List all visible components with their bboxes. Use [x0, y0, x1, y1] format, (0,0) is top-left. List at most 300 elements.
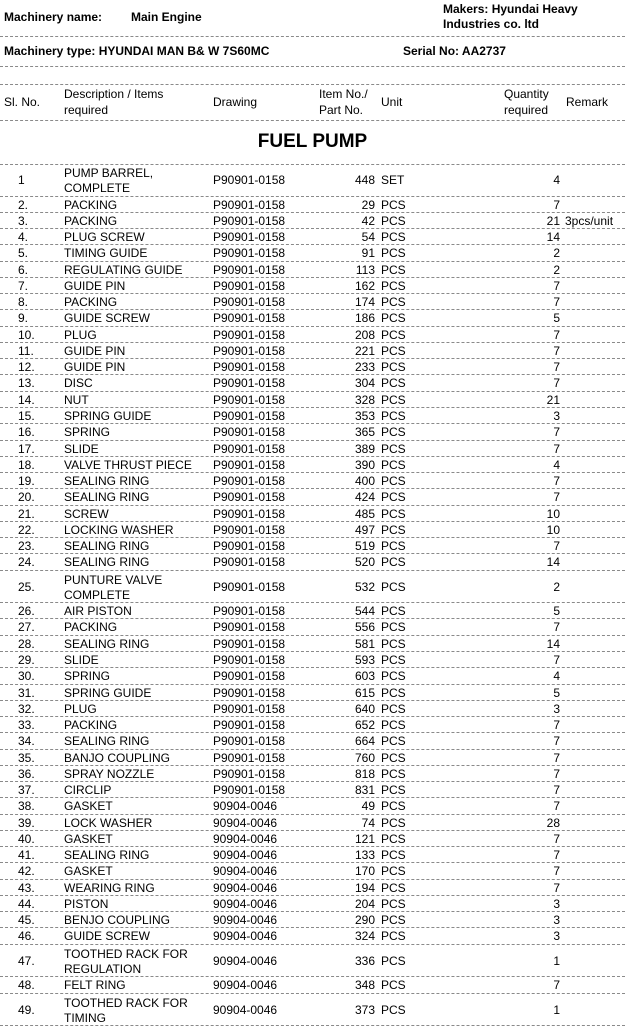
row-unit: PCS	[381, 327, 406, 342]
machinery-name-value: Main Engine	[131, 10, 202, 24]
machinery-type: Machinery type: HYUNDAI MAN B& W 7S60MC	[4, 44, 270, 58]
row-quantity: 3	[553, 896, 560, 911]
table-row	[0, 538, 625, 554]
row-sl-no: 15.	[18, 408, 35, 423]
row-quantity: 4	[553, 173, 560, 188]
row-description: FELT RING	[64, 978, 126, 993]
row-description: GUIDE PIN	[64, 343, 126, 358]
table-row	[0, 668, 625, 684]
row-item-no: 652	[354, 718, 375, 733]
row-sl-no: 33.	[18, 718, 35, 733]
makers-line1: Makers: Hyundai Heavy	[443, 2, 578, 16]
row-unit: PCS	[381, 425, 406, 440]
row-sl-no: 12.	[18, 360, 35, 375]
row-sl-no: 39.	[18, 815, 35, 830]
row-unit: PCS	[381, 311, 406, 326]
row-sl-no: 4.	[18, 230, 29, 245]
row-quantity: 7	[553, 864, 560, 879]
row-sl-no: 41.	[18, 848, 35, 863]
row-item-no: 556	[354, 620, 375, 635]
col-remark: Remark	[566, 95, 609, 109]
row-drawing: P90901-0158	[213, 278, 286, 293]
row-quantity: 7	[553, 425, 560, 440]
row-sl-no: 23.	[18, 539, 35, 554]
row-description: TIMING GUIDE	[64, 246, 148, 261]
row-sl-no: 48.	[18, 978, 35, 993]
row-description: SPRING GUIDE	[64, 685, 152, 700]
table-row	[0, 375, 625, 391]
row-sl-no: 31.	[18, 685, 35, 700]
row-unit: PCS	[381, 555, 406, 570]
row-drawing: P90901-0158	[213, 441, 286, 456]
row-unit: PCS	[381, 490, 406, 505]
row-unit: PCS	[381, 376, 406, 391]
row-drawing: P90901-0158	[213, 197, 286, 212]
row-drawing: P90901-0158	[213, 522, 286, 537]
table-row	[0, 343, 625, 359]
row-description: GUIDE PIN	[64, 278, 126, 293]
row-item-no: 373	[354, 1002, 375, 1017]
parts-table	[0, 164, 625, 1026]
table-row	[0, 229, 625, 245]
table-row	[0, 197, 625, 213]
table-row	[0, 880, 625, 896]
row-item-no: 304	[354, 376, 375, 391]
row-sl-no: 21.	[18, 506, 35, 521]
row-unit: PCS	[381, 896, 406, 911]
row-description: SPRING	[64, 669, 111, 684]
row-quantity: 7	[553, 848, 560, 863]
table-row	[0, 815, 625, 831]
row-drawing: 90904-0046	[213, 815, 278, 830]
row-drawing: P90901-0158	[213, 669, 286, 684]
row-description: REGULATING GUIDE	[64, 262, 183, 277]
row-description: SEALING RING	[64, 636, 150, 651]
table-row	[0, 522, 625, 538]
row-item-no: 485	[354, 506, 375, 521]
table-row	[0, 945, 625, 978]
row-sl-no: 44.	[18, 896, 35, 911]
row-quantity: 7	[553, 734, 560, 749]
row-item-no: 818	[354, 766, 375, 781]
table-row	[0, 441, 625, 457]
table-row	[0, 798, 625, 814]
row-item-no: 91	[361, 246, 375, 261]
row-quantity: 7	[553, 652, 560, 667]
table-row	[0, 652, 625, 668]
table-row	[0, 489, 625, 505]
row-unit: PCS	[381, 831, 406, 846]
row-quantity: 7	[553, 978, 560, 993]
row-drawing: P90901-0158	[213, 783, 286, 798]
row-drawing: P90901-0158	[213, 734, 286, 749]
row-unit: SET	[381, 173, 405, 188]
table-row	[0, 733, 625, 749]
row-description: PLUG	[64, 327, 97, 342]
row-drawing: P90901-0158	[213, 408, 286, 423]
row-quantity: 14	[546, 636, 560, 651]
row-unit: PCS	[381, 539, 406, 554]
row-description: PACKING	[64, 718, 118, 733]
table-row	[0, 278, 625, 294]
row-sl-no: 40.	[18, 831, 35, 846]
row-description: PUNTURE VALVE COMPLETE	[64, 572, 163, 602]
row-drawing: P90901-0158	[213, 701, 286, 716]
row-unit: PCS	[381, 392, 406, 407]
row-description: SEALING RING	[64, 734, 150, 749]
row-quantity: 5	[553, 604, 560, 619]
row-quantity: 3	[553, 408, 560, 423]
row-sl-no: 26.	[18, 604, 35, 619]
row-description: NUT	[64, 392, 89, 407]
col-item-line1: Item No./	[319, 87, 368, 101]
row-sl-no: 1	[18, 173, 25, 188]
row-drawing: 90904-0046	[213, 978, 278, 993]
row-quantity: 7	[553, 766, 560, 781]
row-drawing: P90901-0158	[213, 604, 286, 619]
row-quantity: 21	[546, 213, 560, 228]
serial-number: Serial No: AA2737	[403, 44, 506, 58]
section-title-row	[0, 120, 625, 165]
table-row	[0, 685, 625, 701]
row-sl-no: 13.	[18, 376, 35, 391]
row-item-no: 424	[354, 490, 375, 505]
row-description: SCREW	[64, 506, 109, 521]
row-drawing: P90901-0158	[213, 555, 286, 570]
row-description: GUIDE SCREW	[64, 311, 151, 326]
row-quantity: 7	[553, 880, 560, 895]
row-quantity: 7	[553, 799, 560, 814]
row-drawing: 90904-0046	[213, 880, 278, 895]
col-quantity-line2: required	[504, 103, 549, 117]
row-item-no: 133	[354, 848, 375, 863]
row-unit: PCS	[381, 213, 406, 228]
row-drawing: P90901-0158	[213, 636, 286, 651]
row-item-no: 400	[354, 474, 375, 489]
row-drawing: P90901-0158	[213, 685, 286, 700]
row-drawing: 90904-0046	[213, 799, 278, 814]
row-item-no: 497	[354, 522, 375, 537]
row-description: SLIDE	[64, 441, 99, 456]
row-item-no: 593	[354, 652, 375, 667]
row-description: LOCKING WASHER	[64, 522, 174, 537]
row-description: TOOTHED RACK FOR REGULATION	[64, 946, 188, 976]
row-sl-no: 10.	[18, 327, 35, 342]
table-row	[0, 554, 625, 570]
row-item-no: 390	[354, 457, 375, 472]
row-description: BENJO COUPLING	[64, 913, 171, 928]
row-unit: PCS	[381, 734, 406, 749]
row-unit: PCS	[381, 197, 406, 212]
row-unit: PCS	[381, 799, 406, 814]
row-unit: PCS	[381, 978, 406, 993]
row-unit: PCS	[381, 522, 406, 537]
row-quantity: 7	[553, 490, 560, 505]
row-item-no: 640	[354, 701, 375, 716]
row-description: BANJO COUPLING	[64, 750, 171, 765]
row-drawing: P90901-0158	[213, 343, 286, 358]
row-quantity: 7	[553, 539, 560, 554]
row-item-no: 336	[354, 954, 375, 969]
row-item-no: 328	[354, 392, 375, 407]
row-item-no: 353	[354, 408, 375, 423]
row-sl-no: 30.	[18, 669, 35, 684]
row-unit: PCS	[381, 1002, 406, 1017]
row-remark: 3pcs/unit	[565, 213, 614, 228]
row-unit: PCS	[381, 652, 406, 667]
table-row	[0, 831, 625, 847]
table-row	[0, 782, 625, 798]
row-quantity: 7	[553, 197, 560, 212]
row-unit: PCS	[381, 848, 406, 863]
row-drawing: P90901-0158	[213, 327, 286, 342]
row-drawing: P90901-0158	[213, 539, 286, 554]
table-row	[0, 750, 625, 766]
row-unit: PCS	[381, 701, 406, 716]
row-unit: PCS	[381, 750, 406, 765]
row-sl-no: 45.	[18, 913, 35, 928]
row-unit: PCS	[381, 880, 406, 895]
row-drawing: P90901-0158	[213, 392, 286, 407]
row-drawing: P90901-0158	[213, 474, 286, 489]
table-row	[0, 473, 625, 489]
row-description: SLIDE	[64, 652, 99, 667]
header-row-machinery-type	[0, 36, 625, 67]
row-description: SEALING RING	[64, 539, 150, 554]
table-row	[0, 213, 625, 229]
row-quantity: 14	[546, 555, 560, 570]
row-sl-no: 3.	[18, 213, 29, 228]
row-item-no: 389	[354, 441, 375, 456]
row-description: PACKING	[64, 213, 118, 228]
table-row	[0, 327, 625, 343]
row-description: PISTON	[64, 896, 109, 911]
row-description: WEARING RING	[64, 880, 155, 895]
row-description: PACKING	[64, 197, 118, 212]
row-quantity: 3	[553, 701, 560, 716]
table-row	[0, 977, 625, 993]
row-item-no: 121	[354, 831, 375, 846]
row-drawing: P90901-0158	[213, 652, 286, 667]
row-sl-no: 28.	[18, 636, 35, 651]
row-drawing: P90901-0158	[213, 457, 286, 472]
row-drawing: P90901-0158	[213, 230, 286, 245]
row-unit: PCS	[381, 457, 406, 472]
row-item-no: 42	[361, 213, 375, 228]
row-item-no: 544	[354, 604, 375, 619]
row-drawing: P90901-0158	[213, 360, 286, 375]
row-description: SEALING RING	[64, 555, 150, 570]
row-item-no: 233	[354, 360, 375, 375]
row-description: PACKING	[64, 620, 118, 635]
col-drawing: Drawing	[213, 95, 258, 109]
table-row	[0, 766, 625, 782]
row-description: GUIDE SCREW	[64, 929, 151, 944]
row-item-no: 290	[354, 913, 375, 928]
row-description: PUMP BARREL, COMPLETE	[64, 166, 154, 195]
row-sl-no: 25.	[18, 579, 35, 594]
row-item-no: 348	[354, 978, 375, 993]
row-drawing: 90904-0046	[213, 831, 278, 846]
row-item-no: 170	[354, 864, 375, 879]
row-description: GUIDE PIN	[64, 360, 126, 375]
row-description: GASKET	[64, 799, 113, 814]
row-unit: PCS	[381, 929, 406, 944]
row-sl-no: 16.	[18, 425, 35, 440]
row-item-no: 74	[361, 815, 375, 830]
section-title: FUEL PUMP	[257, 131, 368, 152]
row-drawing: P90901-0158	[213, 311, 286, 326]
row-unit: PCS	[381, 506, 406, 521]
row-description: AIR PISTON	[64, 604, 132, 619]
row-description: GASKET	[64, 831, 113, 846]
row-unit: PCS	[381, 246, 406, 261]
row-sl-no: 8.	[18, 295, 29, 310]
row-quantity: 7	[553, 783, 560, 798]
row-drawing: P90901-0158	[213, 490, 286, 505]
row-drawing: P90901-0158	[213, 376, 286, 391]
row-unit: PCS	[381, 783, 406, 798]
row-drawing: P90901-0158	[213, 425, 286, 440]
row-unit: PCS	[381, 360, 406, 375]
row-sl-no: 49.	[18, 1002, 35, 1017]
row-sl-no: 19.	[18, 474, 35, 489]
row-sl-no: 43.	[18, 880, 35, 895]
row-unit: PCS	[381, 278, 406, 293]
row-sl-no: 22.	[18, 522, 35, 537]
row-item-no: 113	[355, 262, 375, 277]
table-row	[0, 847, 625, 863]
row-unit: PCS	[381, 262, 406, 277]
row-sl-no: 7.	[18, 278, 29, 293]
row-drawing: P90901-0158	[213, 718, 286, 733]
header-row-machinery-name	[0, 0, 625, 37]
row-item-no: 520	[354, 555, 375, 570]
row-quantity: 2	[553, 579, 560, 594]
row-sl-no: 2.	[18, 197, 29, 212]
row-quantity: 7	[553, 620, 560, 635]
row-unit: PCS	[381, 441, 406, 456]
row-drawing: P90901-0158	[213, 213, 286, 228]
row-item-no: 519	[354, 539, 375, 554]
row-quantity: 7	[553, 718, 560, 733]
machinery-name-label: Machinery name:	[4, 10, 103, 24]
row-sl-no: 47.	[18, 954, 35, 969]
row-drawing: 90904-0046	[213, 848, 278, 863]
row-description: CIRCLIP	[64, 783, 112, 798]
row-drawing: 90904-0046	[213, 864, 278, 879]
row-quantity: 7	[553, 474, 560, 489]
row-item-no: 448	[354, 173, 375, 188]
row-quantity: 28	[546, 815, 560, 830]
row-item-no: 29	[361, 197, 375, 212]
row-description: SPRAY NOZZLE	[64, 766, 155, 781]
row-sl-no: 9.	[18, 311, 29, 326]
row-item-no: 221	[354, 343, 375, 358]
row-drawing: P90901-0158	[213, 506, 286, 521]
row-quantity: 3	[553, 913, 560, 928]
row-unit: PCS	[381, 604, 406, 619]
row-unit: PCS	[381, 864, 406, 879]
row-unit: PCS	[381, 343, 406, 358]
row-quantity: 2	[553, 246, 560, 261]
table-row	[0, 359, 625, 375]
table-row	[0, 701, 625, 717]
row-sl-no: 32.	[18, 701, 35, 716]
row-drawing: 90904-0046	[213, 929, 278, 944]
row-unit: PCS	[381, 669, 406, 684]
row-quantity: 5	[553, 685, 560, 700]
row-description: PLUG	[64, 701, 97, 716]
table-row	[0, 571, 625, 604]
row-quantity: 1	[553, 1002, 560, 1017]
row-drawing: P90901-0158	[213, 620, 286, 635]
row-description: SEALING RING	[64, 848, 150, 863]
row-quantity: 14	[546, 230, 560, 245]
table-row	[0, 294, 625, 310]
spacer-row	[0, 66, 625, 85]
row-item-no: 186	[354, 311, 375, 326]
table-row	[0, 164, 625, 197]
table-row	[0, 457, 625, 473]
row-item-no: 162	[354, 278, 375, 293]
row-drawing: P90901-0158	[213, 295, 286, 310]
row-unit: PCS	[381, 954, 406, 969]
makers-line2: Industries co. ltd	[443, 17, 540, 31]
table-row	[0, 424, 625, 440]
row-description: TOOTHED RACK FOR TIMING	[64, 995, 188, 1025]
col-sl-no: Sl. No.	[4, 95, 41, 109]
row-unit: PCS	[381, 815, 406, 830]
row-unit: PCS	[381, 620, 406, 635]
table-row	[0, 636, 625, 652]
row-description: SEALING RING	[64, 490, 150, 505]
row-quantity: 21	[546, 392, 560, 407]
row-unit: PCS	[381, 636, 406, 651]
row-sl-no: 29.	[18, 652, 35, 667]
row-item-no: 760	[354, 750, 375, 765]
row-quantity: 7	[553, 295, 560, 310]
row-quantity: 1	[553, 954, 560, 969]
row-drawing: P90901-0158	[213, 766, 286, 781]
row-description: LOCK WASHER	[64, 815, 153, 830]
row-description: VALVE THRUST PIECE	[64, 457, 192, 472]
row-drawing: P90901-0158	[213, 246, 286, 261]
row-sl-no: 35.	[18, 750, 35, 765]
row-item-no: 194	[354, 880, 375, 895]
row-quantity: 10	[546, 506, 560, 521]
row-description: PACKING	[64, 295, 118, 310]
row-sl-no: 24.	[18, 555, 35, 570]
row-quantity: 7	[553, 327, 560, 342]
col-description-line1: Description / Items	[64, 87, 164, 101]
row-sl-no: 36.	[18, 766, 35, 781]
row-item-no: 831	[354, 783, 375, 798]
row-item-no: 208	[354, 327, 375, 342]
row-unit: PCS	[381, 913, 406, 928]
table-row	[0, 392, 625, 408]
row-quantity: 10	[546, 522, 560, 537]
row-unit: PCS	[381, 474, 406, 489]
table-row	[0, 262, 625, 278]
row-sl-no: 38.	[18, 799, 35, 814]
row-quantity: 7	[553, 376, 560, 391]
table-row	[0, 245, 625, 261]
table-row	[0, 619, 625, 635]
row-sl-no: 37.	[18, 783, 35, 798]
col-unit: Unit	[381, 95, 403, 109]
row-drawing: P90901-0158	[213, 262, 286, 277]
